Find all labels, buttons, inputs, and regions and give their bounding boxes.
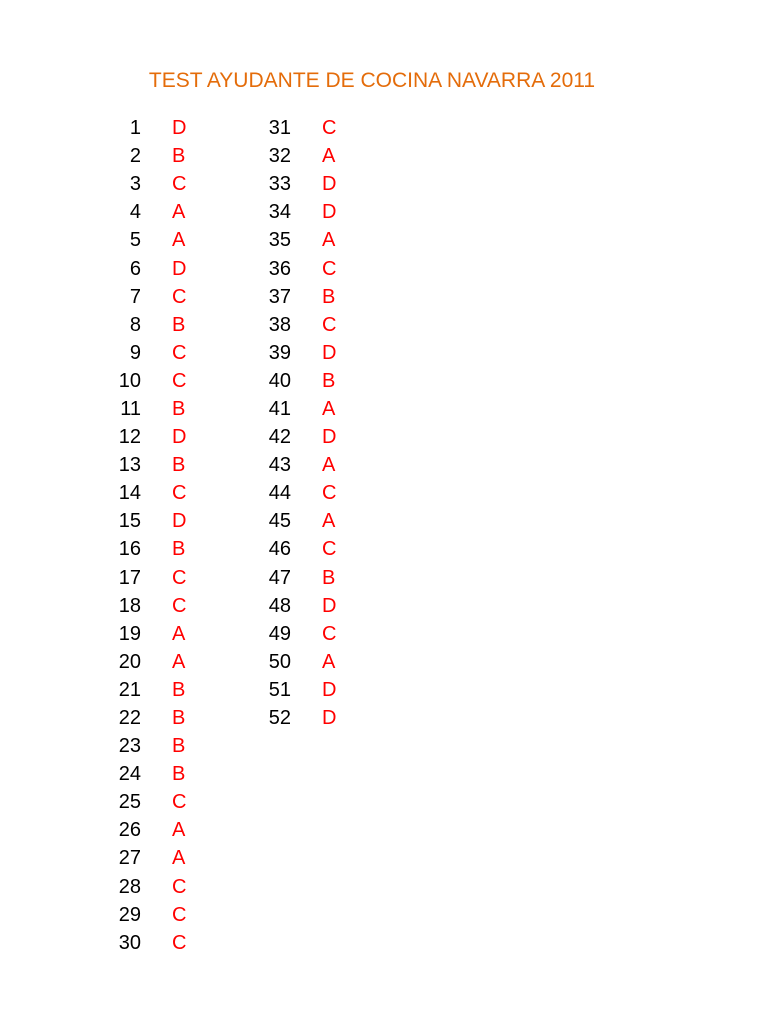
- answer-letter: D: [172, 117, 187, 140]
- answer-row: [100, 844, 186, 872]
- answer-letter: A: [322, 510, 336, 533]
- question-number: 25: [118, 791, 141, 814]
- answer-letter: C: [172, 791, 187, 814]
- answer-letter: B: [322, 566, 336, 589]
- question-number: 29: [118, 903, 141, 926]
- answer-row: [100, 395, 186, 423]
- answer-letter: C: [322, 117, 337, 140]
- question-number: 37: [268, 285, 291, 308]
- question-number: 2: [129, 145, 141, 168]
- question-number: 10: [118, 369, 141, 392]
- answer-letter: C: [172, 482, 187, 505]
- question-number: 27: [118, 847, 141, 870]
- question-number: 34: [268, 201, 291, 224]
- question-number: 50: [268, 650, 291, 673]
- answer-row: [250, 226, 336, 254]
- question-number: 12: [118, 426, 141, 449]
- answer-row: [250, 676, 336, 704]
- answer-letter: D: [322, 341, 337, 364]
- question-number: 47: [268, 566, 291, 589]
- answer-letter: C: [172, 173, 187, 196]
- answer-letter: B: [172, 707, 186, 730]
- answer-row: [100, 676, 186, 704]
- answer-row: [250, 704, 336, 732]
- question-number: 8: [129, 313, 141, 336]
- question-number: 19: [118, 622, 141, 645]
- question-number: 21: [118, 678, 141, 701]
- answer-row: [250, 564, 336, 592]
- answer-letter: D: [322, 678, 337, 701]
- question-number: 20: [118, 650, 141, 673]
- question-number: 5: [129, 229, 141, 252]
- answer-row: [100, 704, 186, 732]
- question-number: 4: [129, 201, 141, 224]
- question-number: 14: [118, 482, 141, 505]
- answer-letter: A: [172, 622, 186, 645]
- answer-row: [250, 395, 336, 423]
- answer-row: [100, 507, 186, 535]
- answer-row: [250, 142, 336, 170]
- answer-row: [100, 564, 186, 592]
- answer-row: [100, 423, 186, 451]
- answer-letter: B: [172, 763, 186, 786]
- answer-row: [100, 226, 186, 254]
- question-number: 16: [118, 538, 141, 561]
- answer-letter: B: [172, 145, 186, 168]
- answer-row: [100, 929, 186, 957]
- answer-row: [250, 254, 336, 282]
- answer-letter: B: [172, 454, 186, 477]
- question-number: 28: [118, 875, 141, 898]
- answer-row: [250, 170, 336, 198]
- answer-letter: D: [322, 201, 337, 224]
- answer-letter: C: [322, 313, 337, 336]
- question-number: 48: [268, 594, 291, 617]
- question-number: 3: [129, 173, 141, 196]
- answer-letter: B: [172, 397, 186, 420]
- question-number: 13: [118, 454, 141, 477]
- answer-letter: A: [322, 454, 336, 477]
- answer-letter: C: [322, 622, 337, 645]
- page-title: TEST AYUDANTE DE COCINA NAVARRA 2011: [148, 69, 596, 92]
- question-number: 36: [268, 257, 291, 280]
- answer-row: [100, 732, 186, 760]
- answer-row: [100, 788, 186, 816]
- answer-row: [250, 620, 336, 648]
- answer-letter: A: [172, 650, 186, 673]
- question-number: 42: [268, 426, 291, 449]
- question-number: 30: [118, 931, 141, 954]
- answer-letter: A: [172, 229, 186, 252]
- answer-column-right: [250, 114, 336, 732]
- answer-row: [100, 283, 186, 311]
- question-number: 17: [118, 566, 141, 589]
- question-number: 45: [268, 510, 291, 533]
- answer-row: [250, 592, 336, 620]
- question-number: 26: [118, 819, 141, 842]
- answer-column-left: [100, 114, 186, 957]
- question-number: 9: [129, 341, 141, 364]
- answer-letter: B: [172, 678, 186, 701]
- question-number: 38: [268, 313, 291, 336]
- answer-row: [250, 648, 336, 676]
- question-number: 39: [268, 341, 291, 364]
- answer-row: [250, 535, 336, 563]
- answer-row: [250, 507, 336, 535]
- answer-letter: D: [322, 426, 337, 449]
- question-number: 43: [268, 454, 291, 477]
- answer-row: [100, 648, 186, 676]
- answer-row: [100, 311, 186, 339]
- answer-row: [250, 311, 336, 339]
- answer-row: [250, 198, 336, 226]
- answer-letter: A: [172, 819, 186, 842]
- answer-row: [100, 198, 186, 226]
- answer-letter: D: [172, 257, 187, 280]
- answer-letter: C: [172, 931, 187, 954]
- answer-row: [100, 901, 186, 929]
- question-number: 46: [268, 538, 291, 561]
- answer-letter: C: [172, 341, 187, 364]
- question-number: 23: [118, 735, 141, 758]
- answer-letter: D: [322, 594, 337, 617]
- answer-row: [100, 760, 186, 788]
- answer-row: [100, 114, 186, 142]
- question-number: 6: [129, 257, 141, 280]
- answer-letter: C: [322, 257, 337, 280]
- question-number: 40: [268, 369, 291, 392]
- question-number: 41: [268, 397, 291, 420]
- question-number: 35: [268, 229, 291, 252]
- answer-row: [250, 423, 336, 451]
- question-number: 22: [118, 707, 141, 730]
- question-number: 31: [268, 117, 291, 140]
- answer-row: [100, 816, 186, 844]
- answer-letter: B: [172, 313, 186, 336]
- answer-letter: A: [322, 145, 336, 168]
- question-number: 51: [268, 678, 291, 701]
- answer-row: [100, 479, 186, 507]
- answer-row: [100, 873, 186, 901]
- answer-row: [250, 479, 336, 507]
- answer-letter: C: [322, 538, 337, 561]
- answer-row: [250, 114, 336, 142]
- answer-letter: C: [172, 285, 187, 308]
- answer-letter: C: [172, 566, 187, 589]
- answer-letter: A: [322, 397, 336, 420]
- answer-letter: B: [322, 369, 336, 392]
- answer-letter: D: [322, 707, 337, 730]
- answer-letter: C: [172, 369, 187, 392]
- answer-row: [100, 592, 186, 620]
- question-number: 24: [118, 763, 141, 786]
- question-number: 11: [120, 397, 141, 420]
- answer-letter: B: [322, 285, 336, 308]
- question-number: 52: [268, 707, 291, 730]
- answer-letter: D: [322, 173, 337, 196]
- answer-letter: D: [172, 510, 187, 533]
- answer-row: [100, 367, 186, 395]
- question-number: 1: [129, 117, 141, 140]
- question-number: 44: [268, 482, 291, 505]
- answer-row: [100, 451, 186, 479]
- answer-letter: C: [172, 903, 187, 926]
- answer-row: [250, 451, 336, 479]
- answer-row: [100, 620, 186, 648]
- question-number: 15: [118, 510, 141, 533]
- answer-row: [100, 535, 186, 563]
- answer-letter: A: [322, 650, 336, 673]
- question-number: 32: [268, 145, 291, 168]
- answer-row: [100, 170, 186, 198]
- answer-letter: B: [172, 538, 186, 561]
- answer-letter: C: [322, 482, 337, 505]
- answer-letter: A: [172, 847, 186, 870]
- answer-row: [100, 339, 186, 367]
- answer-letter: C: [172, 875, 187, 898]
- answer-row: [100, 142, 186, 170]
- answer-row: [100, 254, 186, 282]
- answer-row: [250, 367, 336, 395]
- question-number: 49: [268, 622, 291, 645]
- answer-letter: D: [172, 426, 187, 449]
- answer-row: [250, 283, 336, 311]
- answer-row: [250, 339, 336, 367]
- answer-letter: A: [172, 201, 186, 224]
- answer-letter: C: [172, 594, 187, 617]
- answer-letter: A: [322, 229, 336, 252]
- question-number: 18: [118, 594, 141, 617]
- answer-letter: B: [172, 735, 186, 758]
- question-number: 33: [268, 173, 291, 196]
- question-number: 7: [129, 285, 141, 308]
